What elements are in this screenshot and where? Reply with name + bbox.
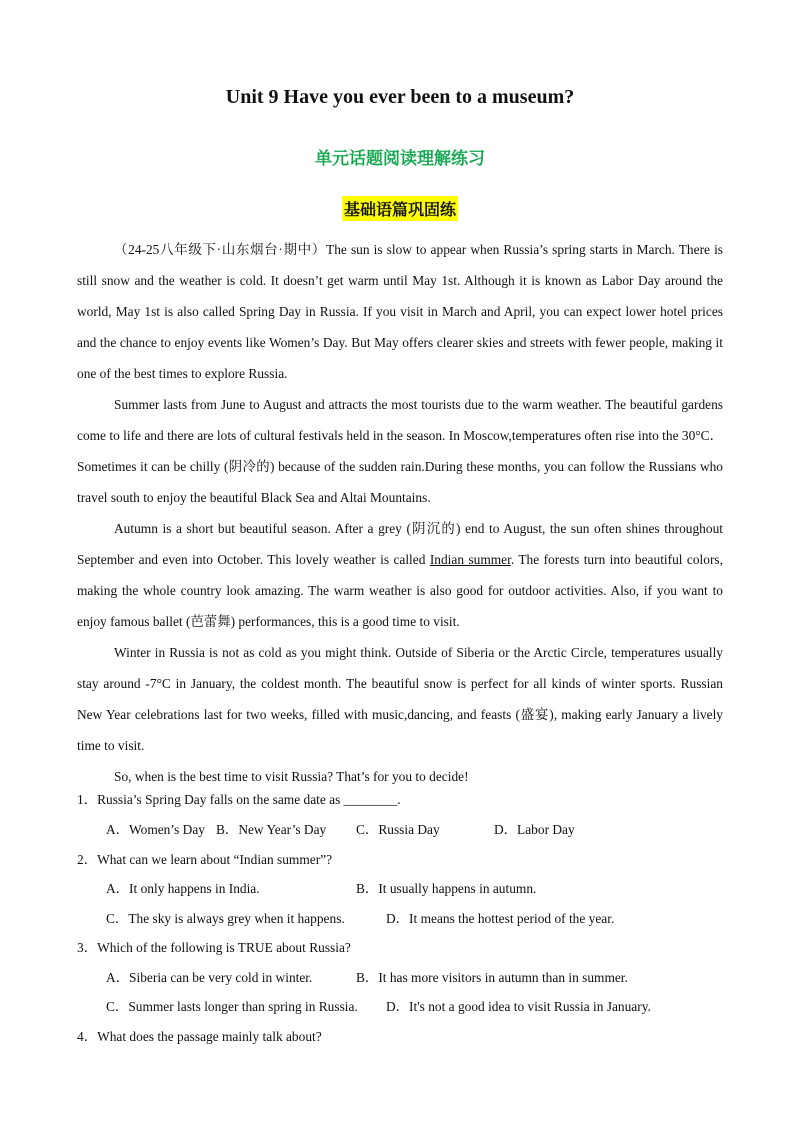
question-1-stem: 1．Russia’s Spring Day falls on the same date as ________. <box>77 792 401 807</box>
question-1-option-b[interactable]: B．New Year’s Day <box>216 822 327 837</box>
section-heading-label: 基础语篇巩固练 <box>342 196 458 221</box>
question-3-stem: 3．Which of the following is TRUE about Russia? <box>77 940 351 955</box>
page-title: Unit 9 Have you ever been to a museum? <box>225 86 575 108</box>
question-2-option-d[interactable]: D．It means the hottest period of the year. <box>386 911 615 926</box>
question-2-option-a[interactable]: A．It only happens in India. <box>106 881 260 896</box>
question-4-stem: 4．What does the passage mainly talk about? <box>77 1029 322 1044</box>
question-3-option-b[interactable]: B．It has more visitors in autumn than in summer. <box>356 970 628 985</box>
passage-paragraph-1: （24-25八年级下·山东烟台·期中）The sun is slow to appear when Russia’s spring starts in March. There is still snow and the weather is cold. It doesn’t get warm until May 1st. Although it is known as Labor Day around the world, May 1st is also called Spring Day in Russia. If you visit in March and April, you can expect lower hotel prices and the chance to enjoy events like Women’s Day. But May offers clearer skies and streets with fewer people, making it one of the best times to explore Russia. <box>77 242 723 381</box>
question-1-option-d[interactable]: D．Labor Day <box>494 822 575 837</box>
question-3-option-d[interactable]: D．It's not a good idea to visit Russia in January. <box>386 999 651 1014</box>
passage-paragraph-5: So, when is the best time to visit Russia? That’s for you to decide! <box>114 769 469 784</box>
question-1-option-a[interactable]: A．Women’s Day <box>106 822 205 837</box>
question-1-option-c[interactable]: C．Russia Day <box>356 822 440 837</box>
underlined-term: Indian summer <box>429 552 511 567</box>
question-3-option-c[interactable]: C．Summer lasts longer than spring in Russia. <box>106 999 358 1014</box>
section-heading <box>0 196 800 221</box>
passage-paragraph-4: Winter in Russia is not as cold as you might think. Outside of Siberia or the Arctic Circle, temperatures usually stay around -7°C in January, the coldest month. The beautiful snow is perfect for all kinds of winter sports. Russian New Year celebrations last for two weeks, filled with music,dancing, and feasts (盛宴), making early January a lively time to visit. <box>77 645 723 753</box>
reading-passage <box>77 234 723 792</box>
passage-paragraph-2: Summer lasts from June to August and attracts the most tourists due to the warm weather. The beautiful gardens come to life and there are lots of cultural festivals held in the season. In Moscow,temperatures often rise into the 30°C． Sometimes it can be chilly (阴冷的) because of the sudden rain.During these months, you can follow the Russians who travel south to enjoy the beautiful Black Sea and Altai Mountains. <box>77 397 723 505</box>
question-2-option-b[interactable]: B．It usually happens in autumn. <box>356 881 537 896</box>
passage-paragraph-3 <box>77 513 723 637</box>
page-subtitle: 单元话题阅读理解练习 <box>315 149 485 169</box>
question-2-stem: 2．What can we learn about “Indian summer”? <box>77 852 333 867</box>
paragraph-3-text-start: Autumn is a short but beautiful season. After a grey (阴沉的) end to August, the sun often shines throughout September and even into October. This lovely weather is called <box>77 521 723 567</box>
paragraph-3-text-end: . The forests turn into beautiful colors, making the whole country look amazing. The warm weather is also good for outdoor activities. Also, if you want to enjoy famous ballet (芭蕾舞) performances, this is a good time to visit. <box>77 552 723 629</box>
question-2-option-c[interactable]: C．The sky is always grey when it happens. <box>106 911 345 926</box>
question-3-option-a[interactable]: A．Siberia can be very cold in winter. <box>106 970 313 985</box>
